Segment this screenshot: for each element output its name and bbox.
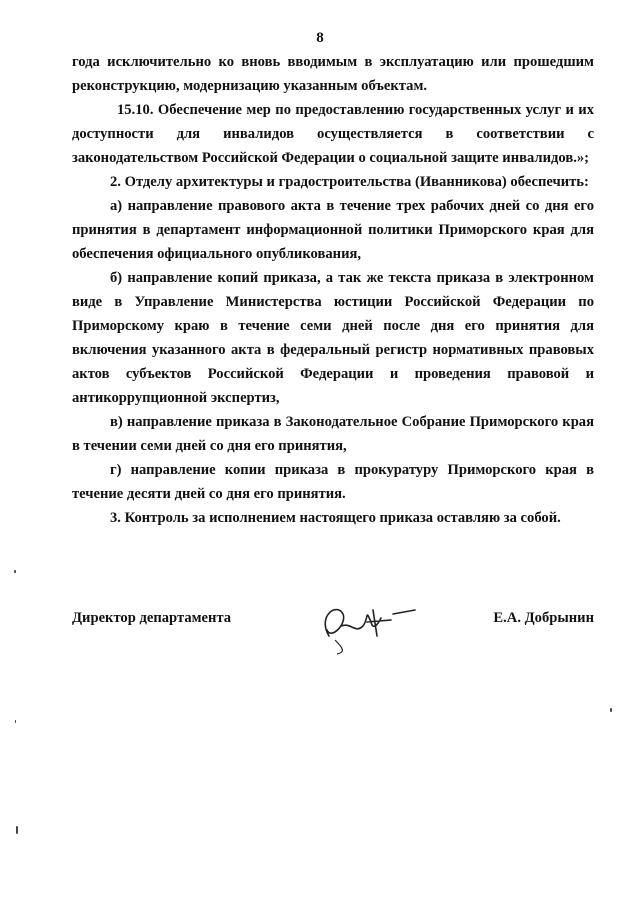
- scan-speck: [14, 570, 16, 573]
- handwritten-signature: [307, 596, 417, 656]
- paragraph-item-b: б) направление копий приказа, а так же текста приказа в электронном виде в Управление Министерства юстиции Российской Федерации по Приморскому краю в течение семи дней после дня его принятия для включения указанного акта в федеральный регистр нормативных правовых актов субъектов Российской Федерации и проведения правовой и антикоррупционной экспертиз,: [72, 270, 594, 406]
- paragraph-item-3: 3. Контроль за исполнением настоящего приказа оставляю за собой.: [110, 510, 561, 526]
- paragraph-continuation: года исключительно ко вновь вводимым в эксплуатацию или прошедшим реконструкцию, модернизацию указанным объектам.: [72, 54, 594, 94]
- signatory-title: Директор департамента: [72, 610, 232, 626]
- paragraph-item-2: 2. Отделу архитектуры и градостроительства (Иванникова) обеспечить:: [110, 174, 589, 190]
- scan-speck: [15, 720, 16, 723]
- paragraph-15-10: 15.10. Обеспечение мер по предоставлению государственных услуг и их доступности для инвалидов осуществляется в соответствии с законодательством Российской Федерации о социальной защите инвалидов.»;: [72, 102, 594, 166]
- page-number: 8: [316, 30, 324, 46]
- document-body: [72, 50, 594, 530]
- signature-block: [72, 610, 594, 660]
- paragraph-item-v: в) направление приказа в Законодательное Собрание Приморского края в течении семи дней со дня его принятия,: [72, 414, 594, 454]
- paragraph-item-a: а) направление правового акта в течение трех рабочих дней со дня его принятия в департамент информационной политики Приморского края для обеспечения официального опубликования,: [72, 198, 594, 262]
- scan-speck: [16, 826, 18, 834]
- signatory-name: Е.А. Добрынин: [493, 610, 594, 626]
- paragraph-item-g: г) направление копии приказа в прокуратуру Приморского края в течение десяти дней со дня его принятия.: [72, 462, 594, 502]
- scan-speck: [610, 708, 612, 712]
